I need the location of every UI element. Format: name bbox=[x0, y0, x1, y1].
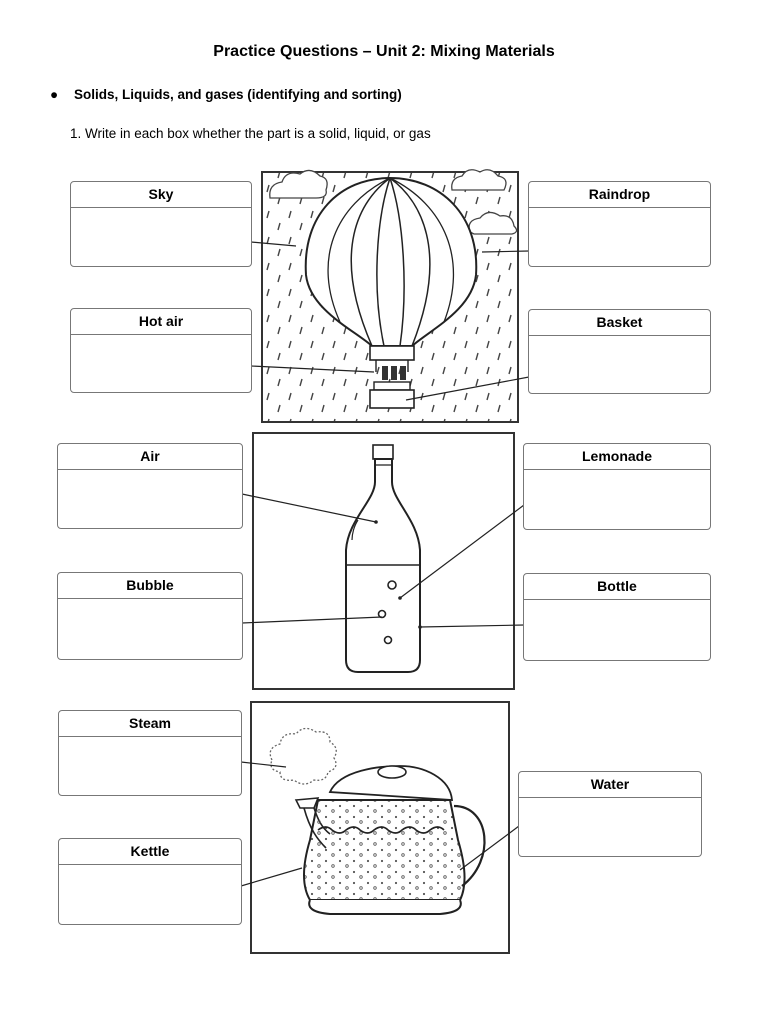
kettle-body bbox=[304, 800, 465, 900]
box-label-bottle: Bottle bbox=[524, 574, 710, 600]
answer-box-hot-air[interactable] bbox=[70, 308, 252, 393]
box-label-water: Water bbox=[519, 772, 701, 798]
bullet-symbol: ● bbox=[50, 87, 59, 102]
box-label-sky: Sky bbox=[71, 182, 251, 208]
box-label-steam: Steam bbox=[59, 711, 241, 737]
answer-box-bubble[interactable] bbox=[57, 572, 243, 660]
question-text: 1. Write in each box whether the part is a solid, liquid, or gas bbox=[70, 126, 431, 141]
box-label-basket: Basket bbox=[529, 310, 710, 336]
hot-air-balloon-illustration bbox=[262, 170, 518, 422]
box-label-raindrop: Raindrop bbox=[529, 182, 710, 208]
answer-box-sky[interactable] bbox=[70, 181, 252, 267]
box-label-lemonade: Lemonade bbox=[524, 444, 710, 470]
lemonade-bottle-illustration bbox=[253, 433, 514, 689]
balloon-basket bbox=[370, 390, 414, 408]
answer-box-air[interactable] bbox=[57, 443, 243, 529]
answer-box-raindrop[interactable] bbox=[528, 181, 711, 267]
answer-box-bottle[interactable] bbox=[523, 573, 711, 661]
box-label-air: Air bbox=[58, 444, 242, 470]
answer-box-basket[interactable] bbox=[528, 309, 711, 394]
kettle-illustration bbox=[251, 702, 509, 953]
answer-box-water[interactable] bbox=[518, 771, 702, 857]
answer-box-lemonade[interactable] bbox=[523, 443, 711, 530]
answer-box-steam[interactable] bbox=[58, 710, 242, 796]
box-label-hot-air: Hot air bbox=[71, 309, 251, 335]
box-label-kettle: Kettle bbox=[59, 839, 241, 865]
page-title: Practice Questions – Unit 2: Mixing Materials bbox=[213, 43, 555, 60]
box-label-bubble: Bubble bbox=[58, 573, 242, 599]
answer-box-kettle[interactable] bbox=[58, 838, 242, 925]
section-heading: Solids, Liquids, and gases (identifying and sorting) bbox=[74, 87, 402, 102]
